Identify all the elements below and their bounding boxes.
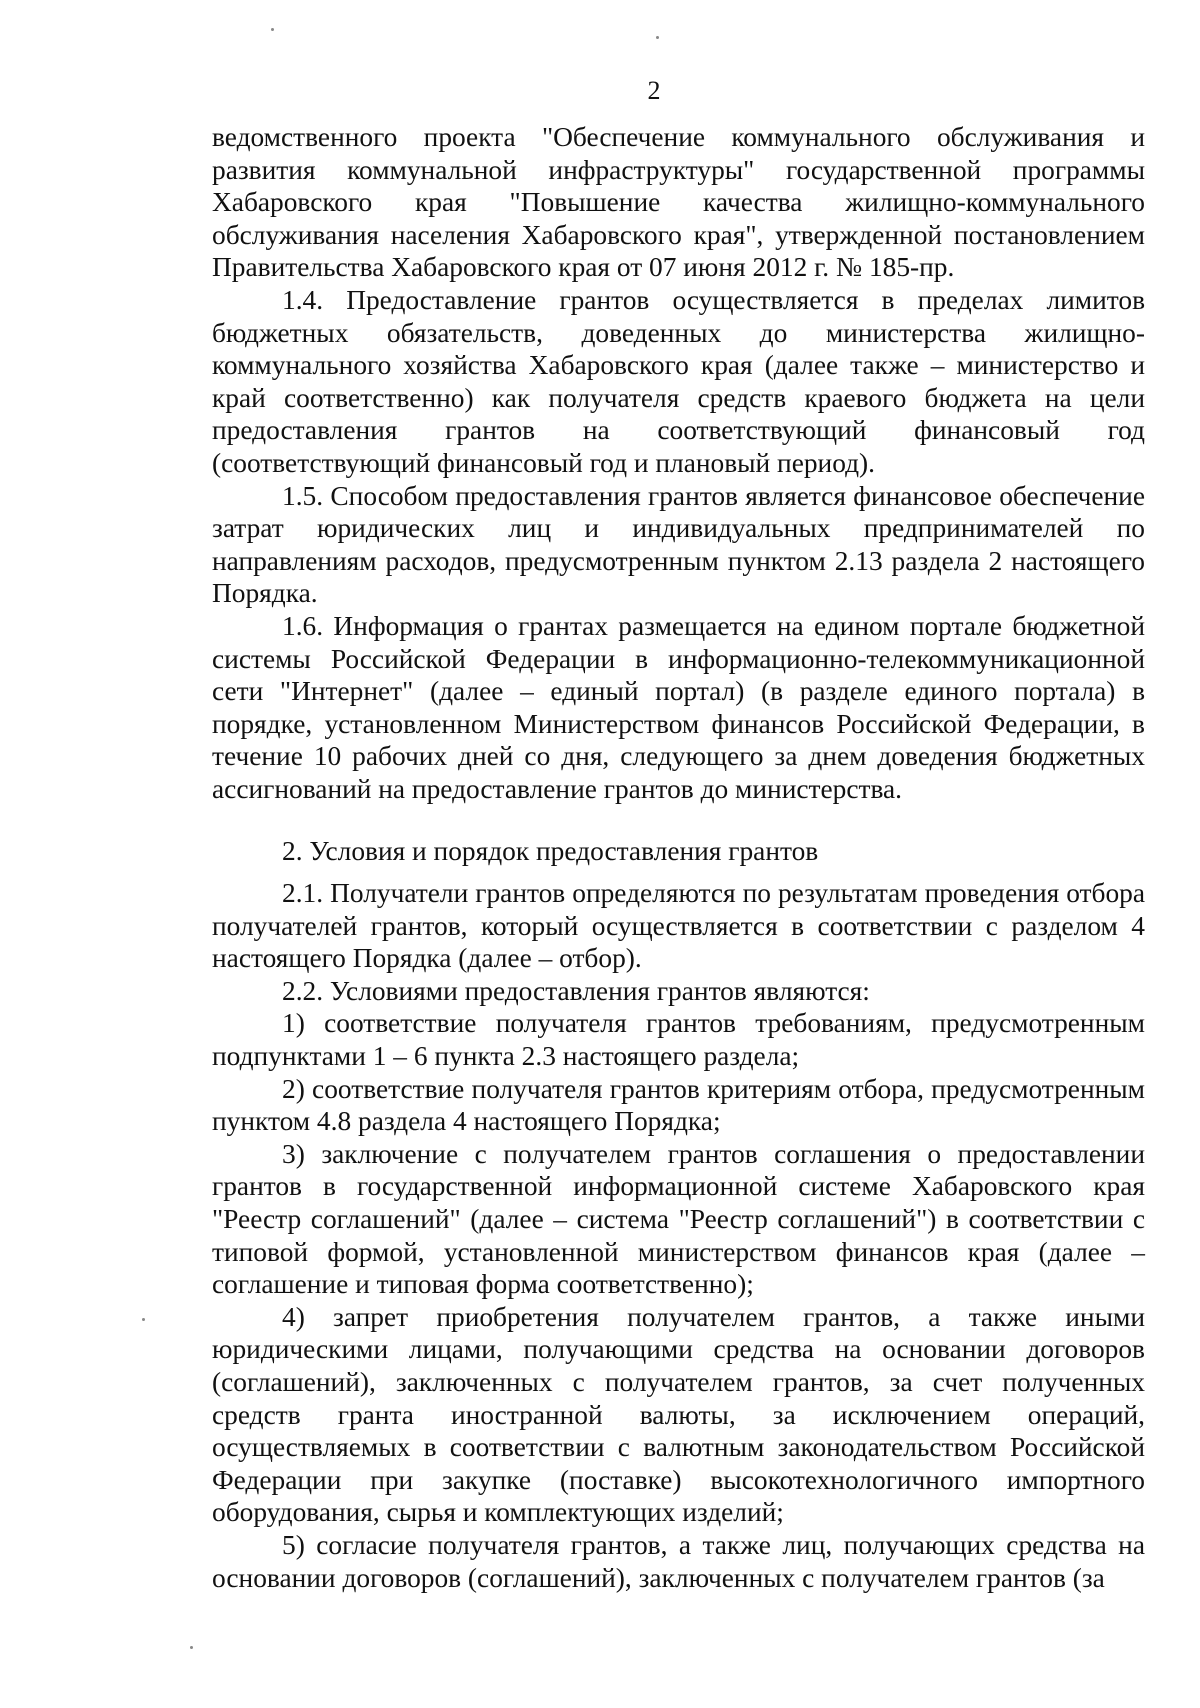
- paragraph-1-6: 1.6. Информация о грантах размещается на едином портале бюджетной системы Российской Федерации в информационно-телекоммуникационной сети "Интернет" (далее – единый портал) (в разделе единого портала) в порядке, установленном Министерством финансов Российской Федерации, в течение 10 рабочих дней со дня, следующего за днем доведения бюджетных ассигнований на предоставление грантов до министерства.: [212, 610, 1145, 804]
- paragraph-2-1: 2.1. Получатели грантов определяются по результатам проведения отбора получателей грантов, который осуществляется в соответствии с разделом 4 настоящего Порядка (далее – отбор).: [212, 878, 1145, 974]
- document-body: [212, 121, 1145, 1594]
- list-item-2: 2) соответствие получателя грантов критериям отбора, предусмотренным пунктом 4.8 раздела 4 настоящего Порядка;: [212, 1073, 1145, 1137]
- paragraph-1-4: 1.4. Предоставление грантов осуществляется в пределах лимитов бюджетных обязательств, доведенных до министерства жилищно-коммунального хозяйства Хабаровского края (далее также – министерство и край соответственно) как получателя средств краевого бюджета на цели предоставления грантов на соответствующий финансовый год (соответствующий финансовый год и плановый период).: [212, 284, 1145, 478]
- scan-speck: [142, 1318, 145, 1321]
- paragraph-2-2: 2.2. Условиями предоставления грантов являются:: [282, 975, 870, 1006]
- paragraph-1-5: 1.5. Способом предоставления грантов является финансовое обеспечение затрат юридических лиц и индивидуальных предпринимателей по направлениям расходов, предусмотренным пунктом 2.13 раздела 2 настоящего Порядка.: [212, 480, 1145, 609]
- list-item-4: 4) запрет приобретения получателем грантов, а также иными юридическими лицами, получающими средства на основании договоров (соглашений), заключенных с получателем грантов, за счет полученных средств гранта иностранной валюты, за исключением операций, осуществляемых в соответствии с валютным законодательством Российской Федерации при закупке (поставке) высокотехнологичного импортного оборудования, сырья и комплектующих изделий;: [212, 1301, 1145, 1528]
- page-number: 2: [647, 76, 661, 105]
- scan-speck: [656, 36, 659, 39]
- paragraph-continuation: ведомственного проекта "Обеспечение коммунального обслуживания и развития коммунальной инфраструктуры" государственной программы Хабаровского края "Повышение качества жилищно-коммунального обслуживания населения Хабаровского края", утвержденной постановлением Правительства Хабаровского края от 07 июня 2012 г. № 185-пр.: [212, 122, 1145, 283]
- scan-speck: [190, 1646, 193, 1649]
- section-2-heading: 2. Условия и порядок предоставления грантов: [282, 836, 819, 867]
- list-item-3: 3) заключение с получателем грантов соглашения о предоставлении грантов в государственной информационной системе Хабаровского края "Реестр соглашений" (далее – система "Реестр соглашений") в соответствии с типовой формой, установленной министерством финансов края (далее – соглашение и типовая форма соответственно);: [212, 1138, 1145, 1300]
- scan-speck: [271, 28, 274, 31]
- list-item-5: 5) согласие получателя грантов, а также лиц, получающих средства на основании договоров (соглашений), заключенных с получателем грантов (за: [212, 1529, 1145, 1593]
- list-item-1: 1) соответствие получателя грантов требованиям, предусмотренным подпунктами 1 – 6 пункта 2.3 настоящего раздела;: [212, 1008, 1145, 1072]
